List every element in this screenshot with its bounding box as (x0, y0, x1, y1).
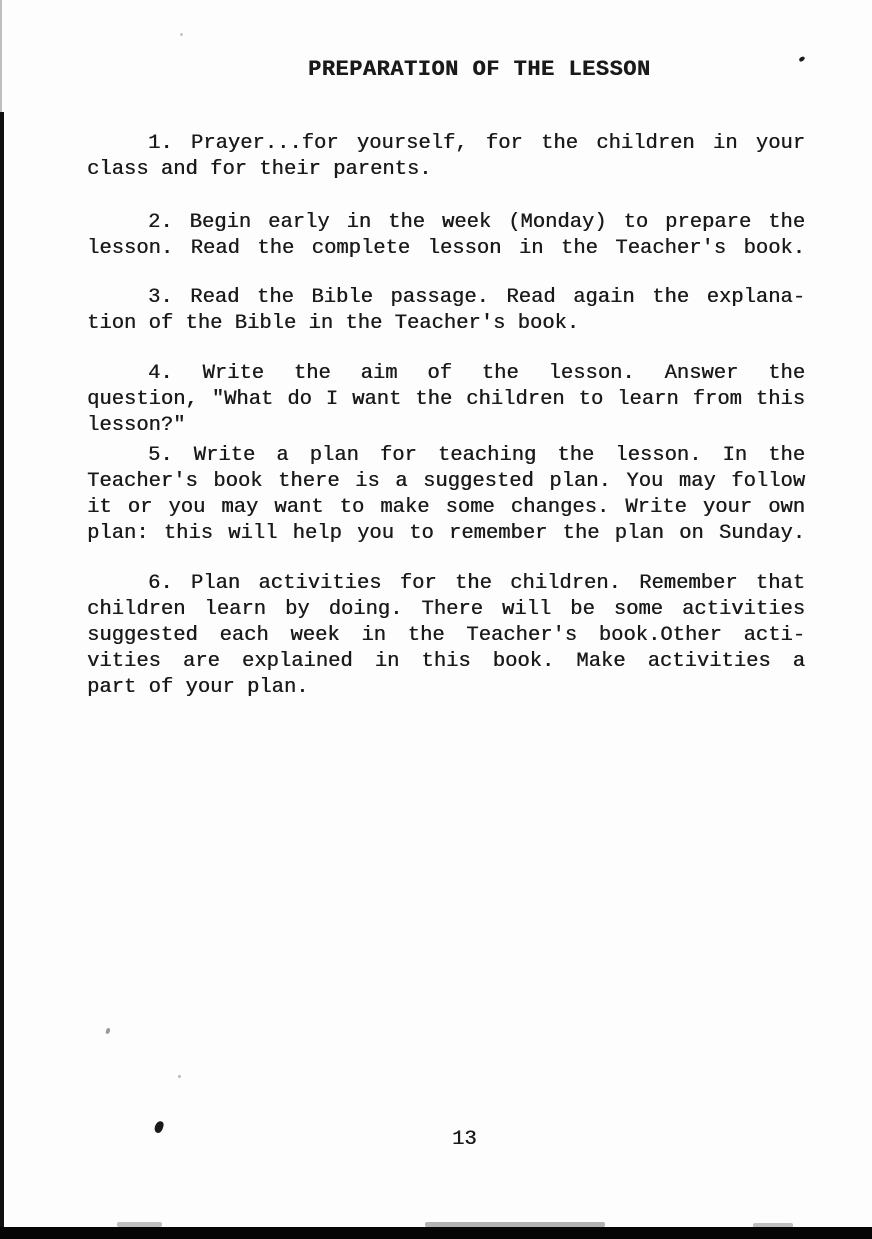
page-content (87, 131, 805, 701)
ink-speck (153, 1120, 164, 1134)
text-line: tion of the Bible in the Teacher's book. (87, 312, 580, 335)
paragraph-3 (87, 285, 805, 337)
text-line: 5. Write a plan for teaching the lesson. In the (148, 444, 805, 467)
text-line: it or you may want to make some changes. Write your own (87, 496, 805, 519)
paragraph-5 (87, 443, 805, 547)
text-line: 3. Read the Bible passage. Read again the explana- (148, 286, 805, 309)
text-line: question, "What do I want the children to learn from this (87, 388, 805, 411)
ink-speck (178, 1075, 181, 1078)
page-title: PREPARATION OF THE LESSON (308, 57, 651, 82)
ink-speck (105, 1028, 110, 1035)
text-line: class and for their parents. (87, 158, 432, 181)
ink-speck (798, 56, 805, 62)
text-line: 4. Write the aim of the lesson. Answer the (148, 362, 805, 385)
text-line: 6. Plan activities for the children. Remember that (148, 572, 805, 595)
text-line: part of your plan. (87, 676, 309, 699)
text-line: 2. Begin early in the week (Monday) to prepare the (148, 211, 805, 234)
ink-speck (180, 33, 183, 36)
paragraph-1 (87, 131, 805, 183)
paragraph-4 (87, 361, 805, 439)
text-line: children learn by doing. There will be some activities (87, 598, 805, 621)
text-line: suggested each week in the Teacher's book.Other acti- (87, 624, 805, 647)
text-line: vities are explained in this book. Make activities a (87, 650, 805, 673)
scan-edge-left-top (0, 0, 2, 112)
text-line: 1. Prayer...for yourself, for the children in your (148, 132, 805, 155)
scan-edge-bottom (0, 1227, 872, 1239)
text-line: plan: this will help you to remember the plan on Sunday. (87, 522, 805, 545)
paragraph-6 (87, 571, 805, 701)
text-line: Teacher's book there is a suggested plan. You may follow (87, 470, 805, 493)
text-line: lesson?" (87, 414, 186, 437)
page-number: 13 (452, 1128, 477, 1151)
scan-edge-left (0, 112, 4, 1239)
paragraph-2 (87, 210, 805, 262)
text-line: lesson. Read the complete lesson in the Teacher's book. (87, 237, 805, 260)
